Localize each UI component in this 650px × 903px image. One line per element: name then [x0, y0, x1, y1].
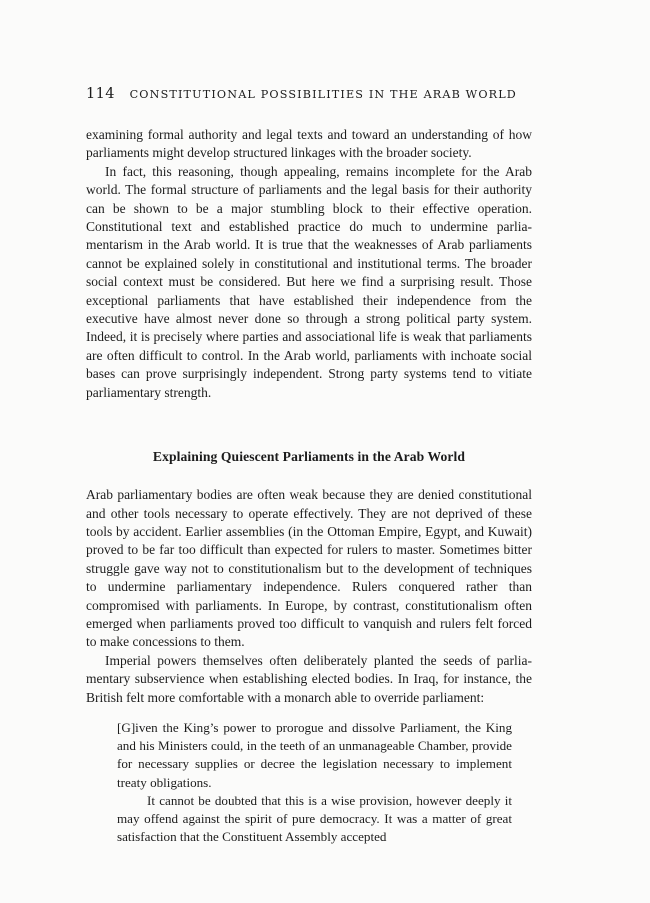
paragraph-quiescent-parliaments: Arab parliamentary bodies are often weak because they are denied constitutional and other tools necessary to operate effectively. They are not deprived of these tools by accident. Earlier assemblies (in the Ottoman Empire, Egypt, and Kuwait) proved to be far too difficult than expected for rulers to master. Sometimes bitter struggle gave way not to constitutionalism but to the development of techniques to undermine parliamentary independence. Rulers conquered rather than compromised with parliaments. In Europe, by contrast, constitutionalism often emerged when parliaments proved too difficult to vanquish and rulers felt forced to make concessions to them.: [86, 487, 532, 650]
paragraph-imperial-powers: Imperial powers themselves often deliberately planted the seeds of parliamentary subservience when establishing elected bodies. In Iraq, for instance, the British felt more comfortable with a monarch able to override parliament:: [86, 652, 532, 705]
body-text: [86, 126, 532, 846]
running-head-title: CONSTITUTIONAL POSSIBILITIES IN THE ARAB WORLD: [129, 88, 517, 101]
paragraph-continuation: examining formal authority and legal texts and toward an understanding of how parliaments might develop structured linkages with the broader society.: [86, 127, 532, 161]
page-number: 114: [86, 86, 115, 102]
quotation-paragraph-1: [G]iven the King’s power to prorogue and dissolve Parliament, the King and his Ministers could, in the teeth of an unmanageable Chamber, provide for necessary supplies or decree the legislation necessary to implement treaty obligations.: [117, 719, 512, 790]
block-quotation: [117, 719, 512, 846]
running-head: [86, 86, 566, 103]
quotation-paragraph-2: It cannot be doubted that this is a wise provision, however deeply it may offend against the spirit of pure democracy. It was a matter of great satisfaction that the Constituent Assembly accepted: [117, 792, 512, 845]
section-heading: Explaining Quiescent Parliaments in the Arab World: [152, 449, 466, 465]
paragraph-reasoning: In fact, this reasoning, though appealing, remains incomplete for the Arab world. The formal structure of parliaments and the legal basis for their authority can be shown to be a major stumbling block to their effective operation. Constitutional text and established practice do much to undermine parliamentarism in the Arab world. It is true that the weaknesses of Arab parliaments cannot be explained solely in constitutional and institutional terms. The broader social context must be considered. But here we find a surprising result. Those exceptional parliaments that have established their independence from the executive have almost never done so through a strong political party system. Indeed, it is precisely where parties and associational life is weak that parliaments are often difficult to control. In the Arab world, parliaments with inchoate social bases can prove surprisingly independent. Strong party systems tend to vitiate parliamentary strength.: [86, 163, 532, 400]
